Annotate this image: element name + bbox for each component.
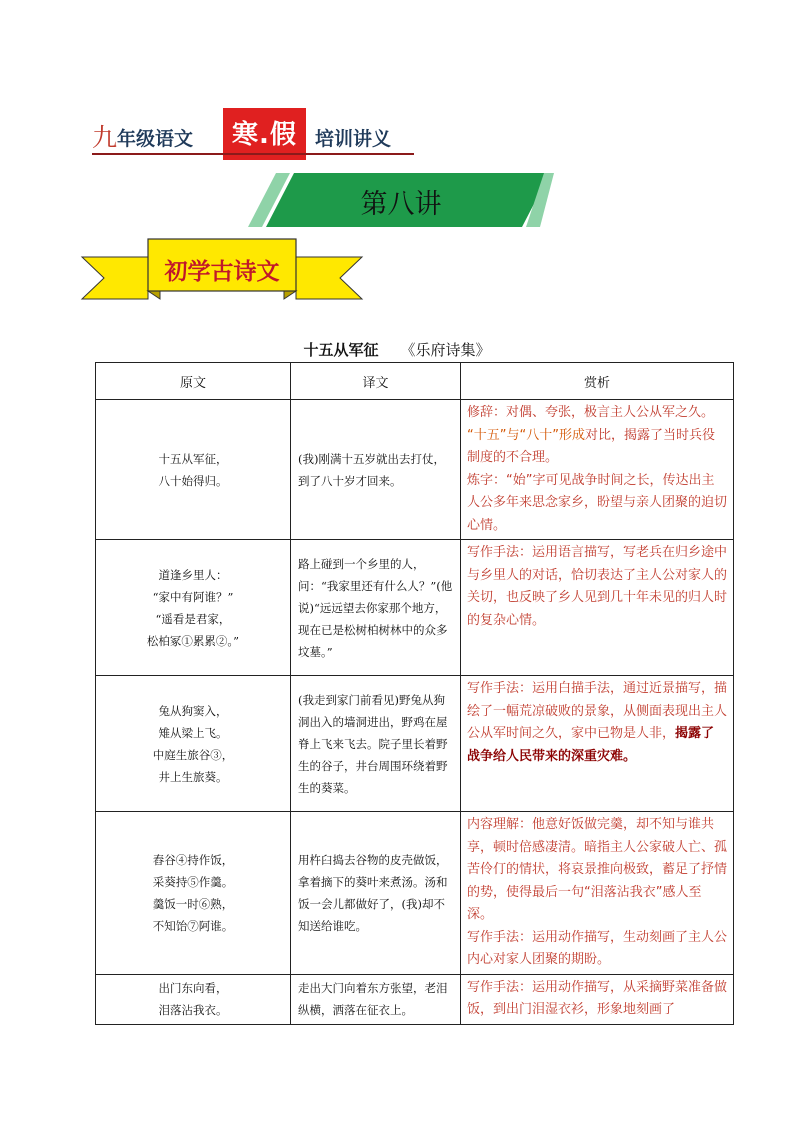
original-line: 中庭生旅谷③，	[152, 747, 234, 762]
cell-translation: 路上碰到一个乡里的人，问：“我家里还有什么人？”(他说)“远远望去你家那个地方，现在已是松树柏树林中的众多坟墓。”	[291, 540, 461, 676]
table-row	[96, 676, 734, 812]
header-winter-label: 寒.假	[232, 120, 297, 150]
cell-original	[96, 540, 291, 676]
cell-original	[96, 400, 291, 540]
appreciation-segment: 写作手法：运用白描手法，通过近景描写，描绘了一幅荒凉破败的景象，从侧面表现出主人公从军时间之久，家中已物是人非，	[467, 681, 728, 741]
appreciation-segment: 修辞：对偶、夸张，极言主人公从军之久。	[467, 405, 715, 420]
header-original: 原文	[96, 363, 291, 400]
cell-original	[96, 974, 291, 1024]
poem-source: 《乐府诗集》	[400, 341, 491, 359]
appreciation-segment: 写作手法：运用动作描写，生动刻画了主人公内心对家人团聚的期盼。	[467, 929, 728, 967]
cell-original	[96, 676, 291, 812]
poem-title: 十五从军征	[303, 341, 379, 359]
header-appreciation: 赏析	[461, 363, 734, 400]
original-line: 舂谷④持作饭，	[152, 852, 234, 867]
header-banner	[92, 108, 414, 158]
table-header-row	[96, 363, 734, 400]
original-line: “遥看是君家，	[155, 611, 231, 626]
section-title: 初学古诗文	[164, 259, 280, 285]
cell-appreciation	[461, 400, 734, 540]
original-line: 羹饭一时⑥熟，	[152, 896, 234, 911]
cell-appreciation	[461, 812, 734, 975]
cell-translation: (我走到家门前看见)野兔从狗洞出入的墙洞进出，野鸡在屋脊上飞来飞去。院子里长着野生的谷子，井台周围环绕着野生的葵菜。	[291, 676, 461, 812]
appreciation-segment: 写作手法：运用动作描写，从采摘野菜准备做饭，到出门泪湿衣衫，形象地刻画了	[467, 979, 728, 1017]
original-line: 井上生旅葵。	[158, 769, 228, 784]
lecture-title: 第八讲	[360, 189, 442, 220]
header-handout-label: 培训讲义	[315, 128, 392, 150]
header-subject: 年级语文	[117, 128, 194, 150]
table-row	[96, 974, 734, 1024]
original-line: 八十始得归。	[158, 473, 228, 488]
appreciation-segment: 炼字：“始”字可见战争时间之长，传达出主人公多年来思念家乡，盼望与亲人团聚的迫切心情。	[467, 472, 728, 533]
cell-appreciation	[461, 540, 734, 676]
appreciation-segment: “十五”与“八十”形成	[467, 427, 585, 443]
header-grade-number: 九	[92, 123, 118, 152]
original-line: 采葵持⑤作羹。	[152, 874, 234, 889]
original-line: 雉从梁上飞。	[158, 725, 228, 740]
original-line: 不知饴⑦阿谁。	[152, 918, 234, 933]
original-line: 出门东向看，	[158, 981, 228, 995]
original-line: 兔从狗窦入，	[158, 703, 228, 718]
table-row	[96, 540, 734, 676]
original-line: 道逢乡里人：	[158, 567, 228, 582]
header-translation: 译文	[291, 363, 461, 400]
table-row	[96, 812, 734, 975]
appreciation-segment: 写作手法：运用语言描写，写老兵在归乡途中与乡里人的对话，恰切表达了主人公对家人的关切，也反映了乡人见到几十年未见的归人时的复杂心情。	[467, 545, 728, 628]
cell-appreciation	[461, 676, 734, 812]
original-line: 泪落沾我衣。	[158, 1003, 228, 1017]
cell-appreciation	[461, 974, 734, 1024]
header-underline	[92, 153, 414, 155]
appreciation-segment: 内容理解：他意好饭做完羹，却不知与谁共享，顿时倍感凄清。暗指主人公家破人亡、孤苦伶仃的情状，将哀景推向极致，蓄足了抒情的势，使得最后一句“泪落沾我衣”感人至深。	[467, 817, 728, 922]
poem-heading	[0, 339, 794, 360]
appreciation-segment: 对比，揭露了当时兵役制度的不合理。	[467, 427, 715, 465]
appreciation-segment: 揭露了战争给人民带来的深重灾难。	[467, 726, 715, 764]
poem-table	[95, 362, 734, 1025]
cell-original	[96, 812, 291, 975]
original-line: 松柏冢①累累②。”	[146, 633, 240, 648]
cell-translation: 走出大门向着东方张望，老泪纵横，洒落在征衣上。	[291, 974, 461, 1024]
original-line: “家中有阿谁？”	[152, 589, 234, 604]
cell-translation: 用杵臼捣去谷物的皮壳做饭，拿着摘下的葵叶来煮汤。汤和饭一会儿都做好了，(我)却不知送给谁吃。	[291, 812, 461, 975]
section-ribbon	[78, 237, 366, 303]
table-row	[96, 400, 734, 540]
lecture-banner	[248, 172, 554, 228]
cell-translation: (我)刚满十五岁就出去打仗，到了八十岁才回来。	[291, 400, 461, 540]
original-line: 十五从军征，	[158, 451, 228, 466]
